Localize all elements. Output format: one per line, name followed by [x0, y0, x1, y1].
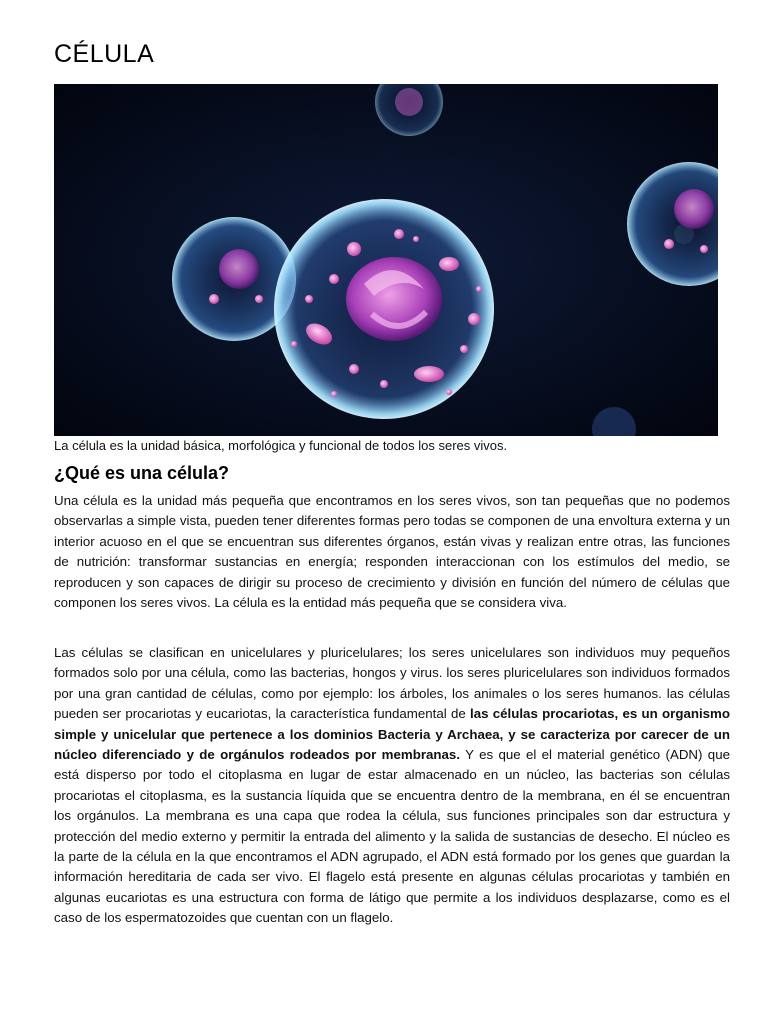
- cell-illustration-icon: [54, 84, 718, 436]
- paragraph-text-bold: las células procariotas, es un organismo simple y unicelular que pertenece a los dominios Bacteria y Archaea, y se caracteriza por carecer de un núcleo diferenciado y de orgánulos rodeados por membranas.: [54, 706, 730, 763]
- paragraph-classification: [54, 643, 730, 929]
- cell-image: [54, 84, 718, 436]
- section-heading: ¿Qué es una célula?: [54, 463, 230, 483]
- paragraph-definition: Una célula es la unidad más pequeña que encontramos en los seres vivos, son tan pequeñas que no podemos observarlas a simple vista, pueden tener diferentes formas pero todas se componen de una envoltura externa y un interior acuoso en el que se encuentran sus diferentes órganos, están vivas y realizan entre otras, las funciones de nutrición: transformar sustancias en energía; responden interaccionan con los estímulos del medio, se reproducen y son capaces de dirigir su proceso de crecimiento y división en función del número de células que componen los seres vivos. La célula es la entidad más pequeña que se considera viva.: [54, 493, 730, 611]
- page-title: CÉLULA: [54, 40, 155, 68]
- paragraph-text-intro: Las células se clasifican en unicelulares y pluricelulares; los seres unicelulares son individuos muy pequeños formados solo por una célula, como las bacterias, hongos y virus. los seres pluricelulares son individuos formados por una gran cantidad de células, como por ejemplo: los árboles, los animales o los seres humanos. las células pueden ser procariotas y eucariotas, la característica fundamental de: [54, 645, 730, 722]
- image-caption: La célula es la unidad básica, morfológica y funcional de todos los seres vivos.: [54, 438, 508, 453]
- paragraph-text-rest: Y es que el el material genético (ADN) que está disperso por todo el citoplasma en lugar de estar almacenado en un núcleo, las bacterias son células procariotas el citoplasma, es la sustancia líquida que se encuentra dentro de la membrana, en él se encuentran los orgánulos. La membrana es una capa que rodea la célula, sus funciones principales son dar estructura y protección del medio externo y permitir la entrada del alimento y la salida de sustancias de desecho. El núcleo es la parte de la célula en la que encontramos el ADN agrupado, el ADN está formado por los genes que guardan la información hereditaria de cada ser vivo. El flagelo está presente en algunas células procariotas y también en algunas eucariotas es una estructura con forma de látigo que permite a los individuos desplazarse, como es el caso de los espermatozoides que cuentan con un flagelo.: [54, 747, 730, 926]
